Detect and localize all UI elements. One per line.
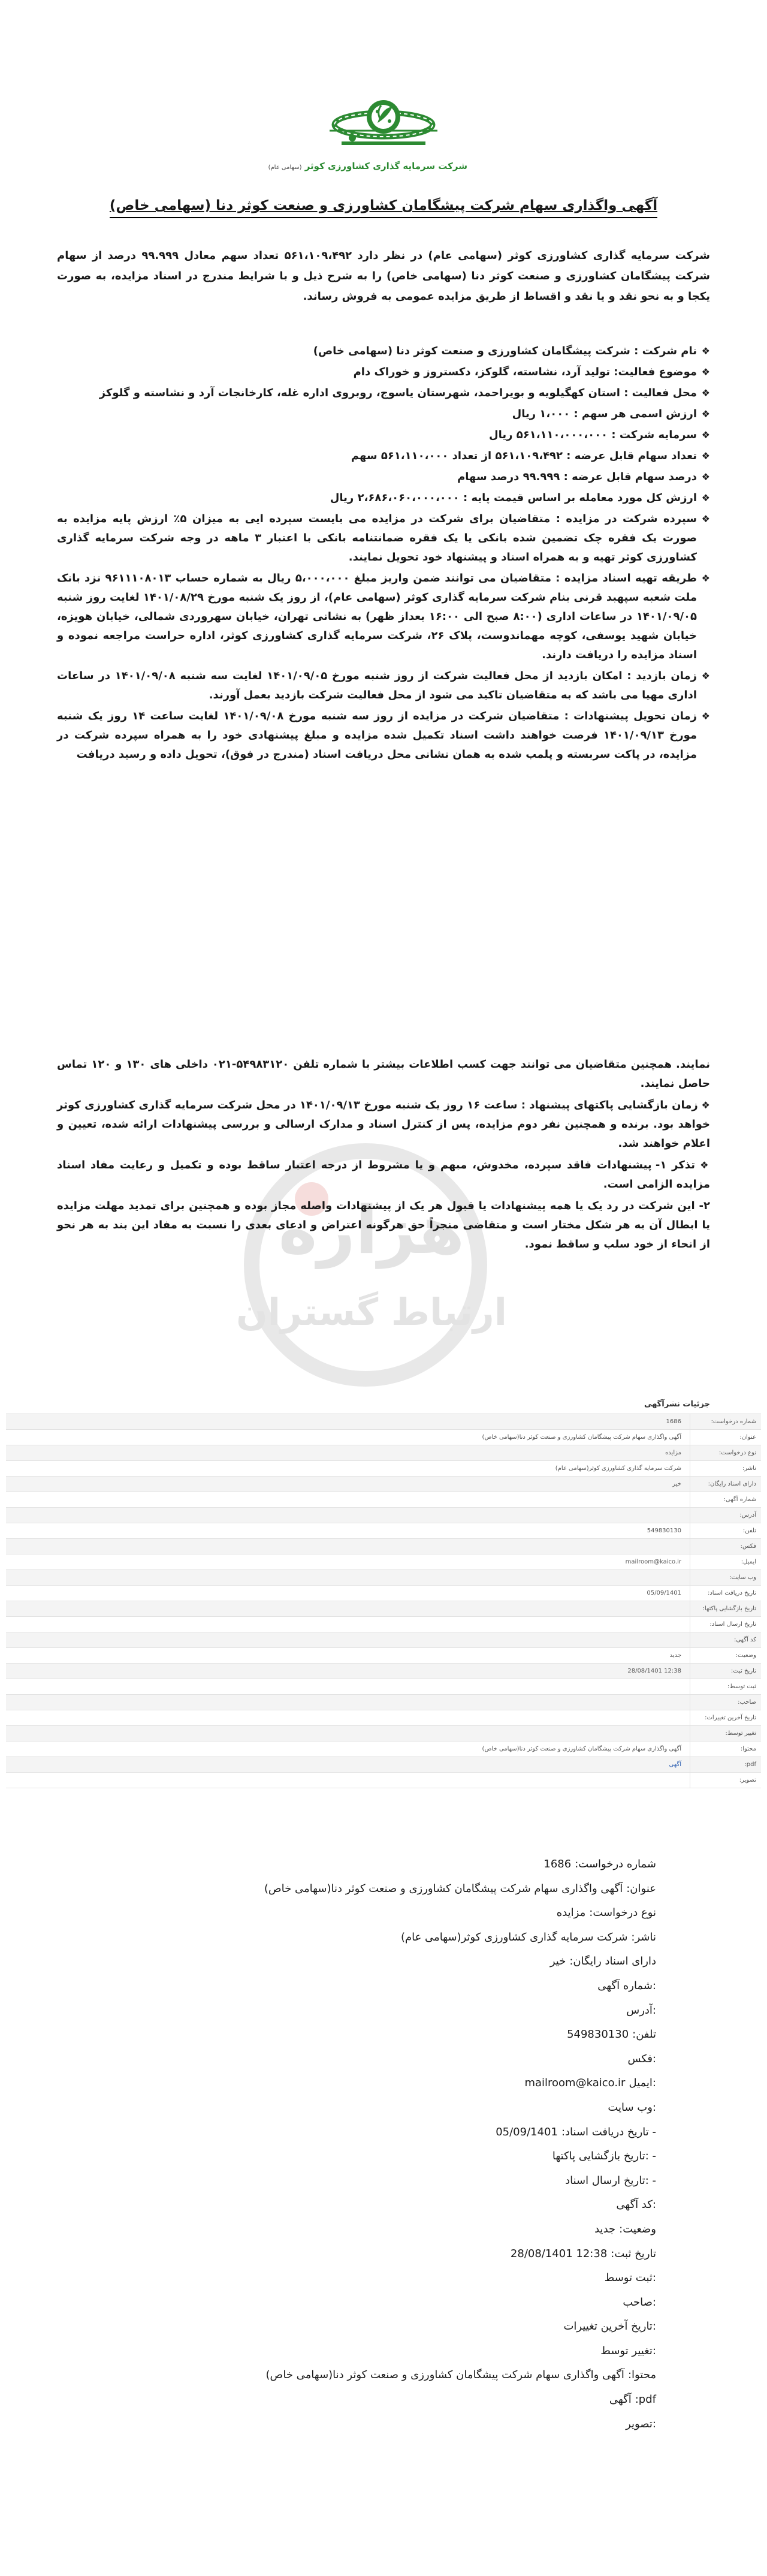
diamond-bullet-icon: ❖ bbox=[701, 471, 710, 483]
list-item: دارای اسناد رایگان:خیر bbox=[549, 1955, 656, 1968]
diamond-bullet-icon: ❖ bbox=[697, 1099, 710, 1111]
list-item: تاریخ ثبت:12:38 28/08/1401 bbox=[510, 2247, 656, 2260]
list-item: - :تاریخ بازگشایی پاکتها bbox=[552, 2150, 656, 2163]
list-item: محتوا:آگهی واگذاری سهام شرکت پیشگامان کشاورزی و صنعت کوثر دنا(سهامی خاص) bbox=[265, 2369, 656, 2382]
list-item: ❖ تذکر ۱- پیشنهادات فاقد سپرده، مخدوش، مبهم و یا مشروط از درجه اعتبار ساقط بوده و تکمیل و رعایت مفاد اسناد مزایده الزامی است. bbox=[57, 1159, 710, 1191]
table-row: تغییر توسط: bbox=[6, 1726, 761, 1742]
list-item: عنوان:آگهی واگذاری سهام شرکت پیشگامان کشاورزی و صنعت کوثر دنا(سهامی خاص) bbox=[264, 1882, 656, 1895]
diamond-bullet-icon: ❖ bbox=[701, 573, 710, 584]
list-item: :صاحب bbox=[623, 2295, 656, 2309]
list-item: :ثبت توسط bbox=[604, 2271, 656, 2285]
page-title: آگهی واگذاری سهام شرکت پیشگامان کشاورزی و صنعت کوثر دنا (سهامی خاص) bbox=[110, 198, 657, 218]
table-row: فکس: bbox=[6, 1539, 761, 1554]
table-row: دارای اسناد رایگان: خیر bbox=[6, 1477, 761, 1492]
terms-list bbox=[57, 342, 710, 766]
table-row: عنوان: آگهی واگذاری سهام شرکت پیشگامان کشاورزی و صنعت کوثر دنا(سهامی خاص) bbox=[6, 1430, 761, 1445]
table-row: تاریخ ثبت: 12:38 28/08/1401 bbox=[6, 1664, 761, 1679]
list-item: ناشر:شرکت سرمایه گذاری کشاورزی کوثر(سهامی عام) bbox=[400, 1930, 656, 1944]
list-item: ❖ ارزش کل مورد معامله بر اساس قیمت پایه : ۲،۶۸۶،۰۶۰،۰۰۰،۰۰۰ ریال bbox=[57, 489, 710, 508]
intro-paragraph: شرکت سرمایه گذاری کشاورزی کوثر (سهامی عام) در نظر دارد ۵۶۱،۱۰۹،۴۹۲ تعداد سهم معادل ۹۹.۹۹۹ درصد از سهام شرکت پیشگامان کشاورزی و صنعت کوثر دنا (سهامی خاص) را به شرح ذیل و با شرایط مندرج در اسناد مزایده، به صورت یکجا و به نحو نقد و یا نقد و اقساط از طریق مزایده عمومی به فروش رساند. bbox=[57, 249, 710, 303]
list-item: ❖ زمان بازدید : امکان بازدید از محل فعالیت شرکت از روز شنبه مورخ ۱۴۰۱/۰۹/۰۵ لغایت سه شنبه ۱۴۰۱/۰۹/۰۸ در ساعات اداری مهیا می باشد که به متقاضیان تاکید می شود از محل فعالیت شرکت بازدید بعمل آورند. bbox=[57, 667, 710, 705]
list-item: :وب سایت bbox=[608, 2101, 656, 2114]
list-item: ❖ محل فعالیت : استان کهگیلویه و بویراحمد، شهرستان یاسوج، روبروی اداره غله، کارخانجات آرد و نشاسته و گلوکز bbox=[57, 384, 710, 403]
table-row: کد آگهی: bbox=[6, 1632, 761, 1648]
list-item: - تاریخ دریافت اسناد:05/09/1401 bbox=[496, 2125, 656, 2138]
list-item: :ایمیلmailroom@kaico.ir bbox=[524, 2077, 656, 2090]
diamond-bullet-icon: ❖ bbox=[701, 429, 710, 441]
table-row: نوع درخواست: مزایده bbox=[6, 1445, 761, 1461]
diamond-bullet-icon: ❖ bbox=[701, 450, 710, 462]
summary-list bbox=[57, 1852, 656, 2436]
registry-title: جزئیات نشرآگهی bbox=[644, 1400, 710, 1409]
logo-caption: شرکت سرمایه گذاری کشاورزی کوثر (سهامی عام) bbox=[268, 161, 467, 171]
diamond-bullet-icon: ❖ bbox=[701, 710, 710, 722]
list-item: ❖ ارزش اسمی هر سهم : ۱،۰۰۰ ریال bbox=[57, 405, 710, 424]
list-item: ❖ سپرده شرکت در مزایده : متقاضیان برای شرکت در مزایده می بایست سپرده ایی به میزان ۵٪ ارزش پایه مزایده به صورت یک فقره چک تضمین شده بانکی یا یک فقره ضمانتنامه بانکی با اعتبار ۳ ماهه در وجه شرکت سرمایه گذاری کشاورزی کوثر تهیه و به همراه اسناد و پیشنهاد خود تحویل نمایند. bbox=[57, 510, 710, 567]
table-row: وب سایت: bbox=[6, 1570, 761, 1586]
watermark-subtitle: ارتباط گستران bbox=[236, 1290, 507, 1334]
list-item: pdf:آگهی bbox=[609, 2393, 656, 2406]
table-row: ایمیل: mailroom@kaico.ir bbox=[6, 1554, 761, 1570]
list-item: ❖ نام شرکت : شرکت پیشگامان کشاورزی و صنعت کوثر دنا (سهامی خاص) bbox=[57, 342, 710, 361]
list-item: - :تاریخ ارسال اسناد bbox=[565, 2174, 656, 2187]
diamond-bullet-icon: ❖ bbox=[701, 492, 710, 504]
diamond-bullet-icon: ❖ bbox=[701, 366, 710, 378]
list-item: ❖ درصد سهام قابل عرضه : ۹۹.۹۹۹ درصد سهام bbox=[57, 468, 710, 487]
list-item: تلفن:549830130 bbox=[567, 2028, 656, 2041]
diamond-bullet-icon: ❖ bbox=[701, 408, 710, 420]
contact-paragraph: نمایند. همچنین متقاضیان می توانند جهت کسب اطلاعات بیشتر با شماره تلفن ۵۴۹۸۳۱۲۰-۰۲۱ داخلی های ۱۳۰ و ۱۲۰ تماس حاصل نمایند. bbox=[57, 1058, 710, 1090]
list-item: :تغییر توسط bbox=[600, 2344, 656, 2357]
list-item: شماره درخواست:1686 bbox=[543, 1858, 656, 1870]
diamond-bullet-icon: ❖ bbox=[695, 1159, 710, 1171]
table-row: تاریخ آخرین تغییرات: bbox=[6, 1710, 761, 1726]
company-logo bbox=[268, 90, 473, 180]
table-row: آدرس: bbox=[6, 1508, 761, 1523]
list-item: :آدرس bbox=[626, 2003, 656, 2017]
list-item: ❖ طریقه تهیه اسناد مزایده : متقاضیان می توانند ضمن واریز مبلغ ۵،۰۰۰،۰۰۰ ریال به شماره حساب ۹۶۱۱۱۰۸۰۱۳ نزد بانک ملت شعبه سپهبد قرنی بنام شرکت سرمایه گذاری کوثر (سهامی عام)، از روز یک شنبه مورخ ۱۴۰۱/۰۸/۲۹ لغایت روز شنبه ۱۴۰۱/۰۹/۰۵ در ساعات اداری (۸:۰۰ صبح الی ۱۶:۰۰ بعداز ظهر) به نشانی تهران، خیابان سهروردی شمالی، خیابان هویزه، خیابان شهید یوسفی، کوچه مهماندوست، پلاک ۲۶، شرکت سرمایه گذاری کشاورزی کوثر، اداره حراست مراجعه نموده و اسناد مزایده را دریافت دارند. bbox=[57, 569, 710, 665]
list-item: :فکس bbox=[627, 2052, 656, 2065]
list-item: :کد آگهی bbox=[616, 2198, 656, 2212]
logo-emblem-icon bbox=[294, 90, 473, 168]
diamond-bullet-icon: ❖ bbox=[701, 345, 710, 357]
table-row: تلفن: 549830130 bbox=[6, 1523, 761, 1539]
registry-table bbox=[6, 1414, 761, 1788]
pdf-link[interactable]: آگهی bbox=[669, 1761, 681, 1768]
announcement-continuation bbox=[57, 1055, 710, 1257]
table-row: ناشر: شرکت سرمایه گذاری کشاورزی کوثر(سهامی عام) bbox=[6, 1461, 761, 1477]
table-row: شماره آگهی: bbox=[6, 1492, 761, 1508]
list-item: ❖ سرمایه شرکت : ۵۶۱،۱۱۰،۰۰۰،۰۰۰ ریال bbox=[57, 426, 710, 445]
list-item: :تاریخ آخرین تغییرات bbox=[563, 2320, 656, 2333]
table-row: ثبت توسط: bbox=[6, 1679, 761, 1695]
diamond-bullet-icon: ❖ bbox=[701, 387, 710, 399]
list-item: :تصویر bbox=[626, 2417, 656, 2430]
table-row: تاریخ بازگشایی پاکتها: bbox=[6, 1601, 761, 1617]
table-row: تاریخ دریافت اسناد: 05/09/1401 bbox=[6, 1586, 761, 1601]
note-paragraph: ۲- این شرکت در رد یک یا همه پیشنهادات یا قبول هر یک از پیشنهادات واصله مجاز بوده و همچنین برای تمدید مهلت مزایده یا ابطال آن به هر شکل مختار است و متقاضی منجراً حق هرگونه اعتراض و ادعای بعدی را نسبت به مفاد این بند به هر نحو از انحاء از خود سلب و ساقط نمود. bbox=[57, 1200, 710, 1251]
table-row: صاحب: bbox=[6, 1695, 761, 1710]
table-row: تاریخ ارسال اسناد: bbox=[6, 1617, 761, 1632]
diamond-bullet-icon: ❖ bbox=[701, 670, 710, 682]
diamond-bullet-icon: ❖ bbox=[701, 513, 710, 525]
table-row: pdf: آگهی bbox=[6, 1757, 761, 1773]
table-row: شماره درخواست: 1686 bbox=[6, 1414, 761, 1430]
list-item: ❖ تعداد سهام قابل عرضه : ۵۶۱،۱۰۹،۴۹۲ از تعداد ۵۶۱،۱۱۰،۰۰۰ سهم bbox=[57, 447, 710, 466]
list-item: وضعیت:جدید bbox=[594, 2222, 656, 2235]
table-row: تصویر: bbox=[6, 1773, 761, 1788]
list-item: ❖ زمان تحویل پیشنهادات : متقاضیان شرکت در مزایده از روز سه شنبه مورخ ۱۴۰۱/۰۹/۰۸ لغایت ساعت ۱۴ روز یک شنبه مورخ ۱۴۰۱/۰۹/۱۳ فرصت خواهند داشت اسناد تکمیل شده مزایده و مبلغ پیشنهادی خود را به همراه سپرده شرکت در مزایده، در پاکت سربسته و پلمب شده به همان نشانی محل دریافت اسناد (مندرج در فوق)، تحویل داده و رسید دریافت bbox=[57, 707, 710, 764]
table-row: وضعیت: جدید bbox=[6, 1648, 761, 1664]
watermark-title: هزاره bbox=[278, 1192, 465, 1269]
list-item: ❖ زمان بازگشایی پاکتهای پیشنهاد : ساعت ۱۶ روز یک شنبه مورخ ۱۴۰۱/۰۹/۱۳ در محل شرکت سرمایه گذاری کشاورزی کوثر خواهد بود. برنده و همچنین نفر دوم مزایده، پس از کنترل اسناد و مدارک ارسالی و بررسی پیشنهادات ارائه شده، تعیین و اعلام خواهند شد. bbox=[57, 1099, 710, 1150]
table-row: محتوا: آگهی واگذاری سهام شرکت پیشگامان کشاورزی و صنعت کوثر دنا(سهامی خاص) bbox=[6, 1742, 761, 1757]
list-item: :شماره آگهی bbox=[597, 1979, 656, 1992]
list-item: نوع درخواست:مزایده bbox=[556, 1906, 656, 1920]
list-item: ❖ موضوع فعالیت: تولید آرد، نشاسته، گلوکز، دکستروز و خوراک دام bbox=[57, 363, 710, 382]
